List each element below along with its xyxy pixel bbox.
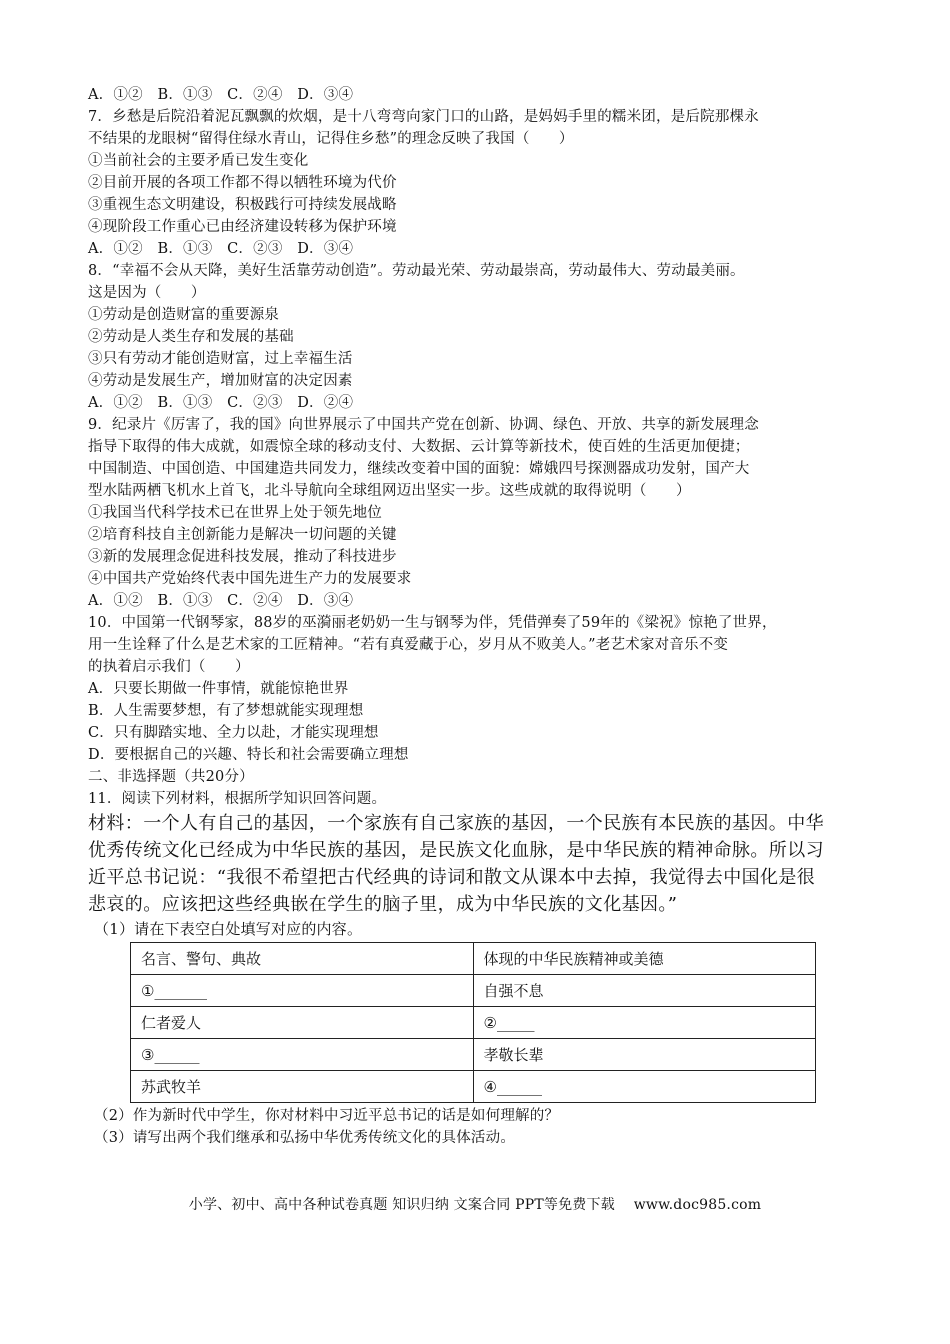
text-line: B．人生需要梦想，有了梦想就能实现理想 — [88, 703, 364, 719]
table-header-cell: 名言、警句、典故 — [131, 943, 474, 975]
table-row — [131, 1071, 816, 1103]
text-line: 用一生诠释了什么是艺术家的工匠精神。“若有真爱藏于心，岁月从不败美人。”老艺术家对音乐不变 — [88, 637, 729, 653]
table-cell: ④______ — [473, 1071, 816, 1103]
text-line: 这是因为（ ） — [88, 285, 206, 301]
text-line: 11．阅读下列材料，根据所学知识回答问题。 — [88, 791, 387, 807]
text-line: ③新的发展理念促进科技发展，推动了科技进步 — [88, 549, 397, 565]
table-cell: ①_______ — [131, 975, 474, 1007]
text-line: C．只有脚踏实地、全力以赴，才能实现理想 — [88, 725, 379, 741]
text-line: ④劳动是发展生产，增加财富的决定因素 — [88, 373, 353, 389]
sub-question-3: （3）请写出两个我们继承和弘扬中华优秀传统文化的具体活动。 — [94, 1130, 516, 1146]
material-line: 悲哀的。应该把这些经典嵌在学生的脑子里，成为中华民族的文化基因。” — [88, 894, 678, 915]
section-heading: 二、非选择题（共20分） — [88, 769, 254, 785]
material-line: 近平总书记说：“我很不希望把古代经典的诗词和散文从课本中去掉，我觉得去中国化是很 — [88, 867, 816, 888]
table-cell: 孝敬长辈 — [473, 1039, 816, 1071]
answer-table — [130, 942, 816, 1103]
material-block — [88, 810, 878, 918]
text-line: A．①② B．①③ C．②④ D．③④ — [88, 87, 354, 103]
table-cell: 自强不息 — [473, 975, 816, 1007]
material-line: 材料：一个人有自己的基因，一个家族有自己家族的基因，一个民族有本民族的基因。中华 — [88, 813, 824, 834]
text-line: D．要根据自己的兴趣、特长和社会需要确立理想 — [88, 747, 409, 763]
text-line: A．①② B．①③ C．②③ D．②④ — [88, 395, 354, 411]
text-line: 指导下取得的伟大成就，如震惊全球的移动支付、大数据、云计算等新技术，使百姓的生活更加便捷； — [88, 439, 750, 455]
text-line: ①劳动是创造财富的重要源泉 — [88, 307, 280, 323]
text-line: A．①② B．①③ C．②③ D．③④ — [88, 241, 354, 257]
text-line: 中国制造、中国创造、中国建造共同发力，继续改变着中国的面貌：嫦娥四号探测器成功发射，国产大 — [88, 461, 750, 477]
page-footer: 小学、初中、高中各种试卷真题 知识归纳 文案合同 PPT等免费下载 www.doc985.com — [188, 1197, 762, 1213]
text-line: 型水陆两栖飞机水上首飞，北斗导航向全球组网迈出坚实一步。这些成就的取得说明（ ） — [88, 483, 691, 499]
table-header-row — [131, 943, 816, 975]
text-line: ④现阶段工作重心已由经济建设转移为保护环境 — [88, 219, 397, 235]
material-line: 优秀传统文化已经成为中华民族的基因，是民族文化血脉，是中华民族的精神命脉。所以习 — [88, 840, 824, 861]
text-line: 10．中国第一代钢琴家，88岁的巫漪丽老奶奶一生与钢琴为伴，凭借弹奏了59年的《梁祝》惊艳了世界， — [88, 615, 777, 631]
exam-page — [88, 84, 878, 1149]
table-cell: 苏武牧羊 — [131, 1071, 474, 1103]
sub-question-2: （2）作为新时代中学生，你对材料中习近平总书记的话是如何理解的？ — [94, 1108, 560, 1124]
table-row — [131, 1007, 816, 1039]
table-row — [131, 975, 816, 1007]
text-line: ②目前开展的各项工作都不得以牺牲环境为代价 — [88, 175, 397, 191]
text-line: 9．纪录片《厉害了，我的国》向世界展示了中国共产党在创新、协调、绿色、开放、共享的新发展理念 — [88, 417, 759, 433]
text-line: 的执着启示我们（ ） — [88, 659, 250, 675]
table-cell: ③______ — [131, 1039, 474, 1071]
text-line: ②劳动是人类生存和发展的基础 — [88, 329, 294, 345]
text-line: ③重视生态文明建设，积极践行可持续发展战略 — [88, 197, 397, 213]
text-line: A．只要长期做一件事情，就能惊艳世界 — [88, 681, 349, 697]
text-line: 7．乡愁是后院沿着泥瓦飘飘的炊烟，是十八弯弯向家门口的山路，是妈妈手里的糯米团，是后院那棵永 — [88, 109, 759, 125]
text-line: ①我国当代科学技术已在世界上处于领先地位 — [88, 505, 382, 521]
text-line: 不结果的龙眼树“留得住绿水青山，记得住乡愁”的理念反映了我国（ ） — [88, 131, 574, 147]
text-line: ②培育科技自主创新能力是解决一切问题的关键 — [88, 527, 397, 543]
table-header-cell: 体现的中华民族精神或美德 — [473, 943, 816, 975]
table-cell: ②_____ — [473, 1007, 816, 1039]
text-line: ①当前社会的主要矛盾已发生变化 — [88, 153, 309, 169]
text-line: 8．“幸福不会从天降，美好生活靠劳动创造”。劳动最光荣、劳动最崇高，劳动最伟大、劳动最美丽。 — [88, 263, 745, 279]
table-row — [131, 1039, 816, 1071]
text-line: A．①② B．①③ C．②④ D．③④ — [88, 593, 354, 609]
question-text-block — [88, 84, 878, 810]
sub-question-1: （1）请在下表空白处填写对应的内容。 — [94, 920, 363, 938]
table-cell: 仁者爱人 — [131, 1007, 474, 1039]
text-line: ④中国共产党始终代表中国先进生产力的发展要求 — [88, 571, 412, 587]
text-line: ③只有劳动才能创造财富，过上幸福生活 — [88, 351, 353, 367]
